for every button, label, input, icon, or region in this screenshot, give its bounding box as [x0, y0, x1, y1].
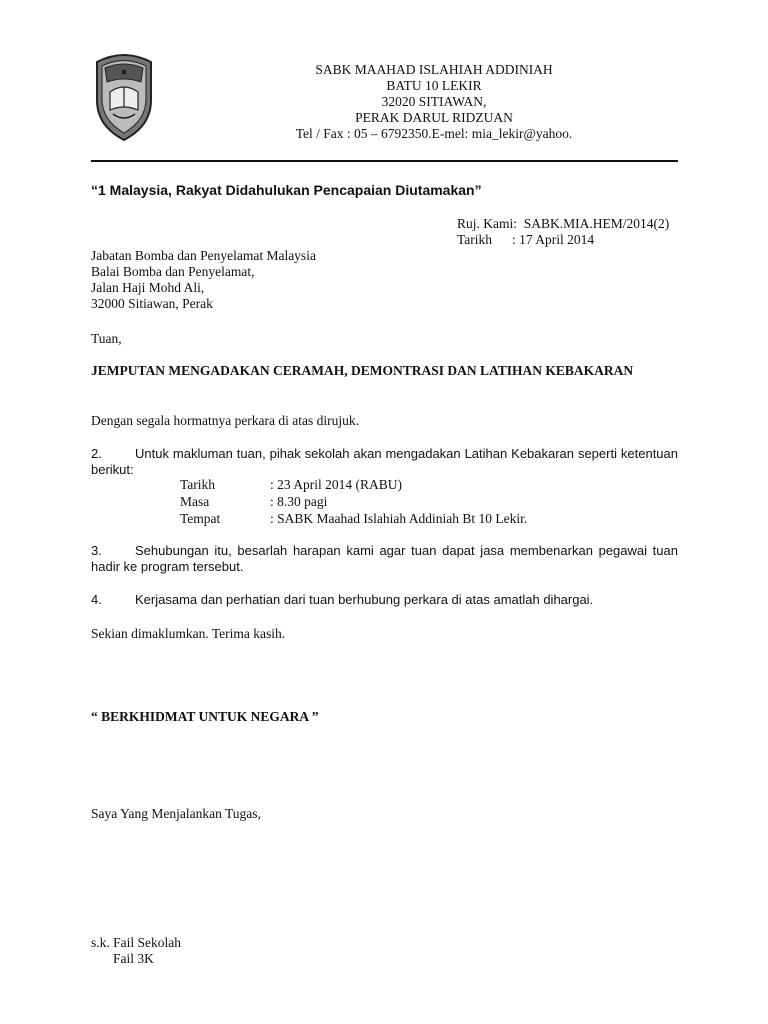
recipient-line: 32000 Sitiawan, Perak [91, 296, 213, 311]
detail-label: Tempat [180, 511, 221, 526]
opening-paragraph: Dengan segala hormatnya perkara di atas dirujuk. [91, 413, 360, 428]
recipient-line: Jabatan Bomba dan Penyelamat Malaysia [91, 248, 316, 263]
date-label: Tarikh [457, 232, 493, 247]
slogan: “ BERKHIDMAT UNTUK NEGARA ” [91, 709, 319, 724]
school-crest-logo [93, 52, 155, 142]
date-line [457, 232, 594, 248]
paragraph-4 [91, 592, 678, 608]
paragraph-number: 2. [91, 446, 102, 461]
motto: “1 Malaysia, Rakyat Didahulukan Pencapaian Diutamakan” [91, 182, 482, 198]
subject-line: JEMPUTAN MENGADAKAN CERAMAH, DEMONTRASI DAN LATIHAN KEBAKARAN [91, 363, 634, 378]
address-line-1: BATU 10 LEKIR [386, 78, 482, 93]
header-divider [91, 160, 678, 162]
paragraph-2 [91, 446, 678, 478]
detail-value: : 23 April 2014 (RABU) [270, 477, 403, 492]
detail-value: : 8.30 pagi [270, 494, 328, 509]
school-name: SABK MAAHAD ISLAHIAH ADDINIAH [315, 62, 553, 77]
address-line-3: PERAK DARUL RIDZUAN [355, 110, 513, 125]
recipient-line: Balai Bomba dan Penyelamat, [91, 264, 255, 279]
paragraph-number: 4. [91, 592, 102, 607]
contact-line: Tel / Fax : 05 – 6792350.E-mel: mia_lekir@yahoo. [295, 126, 573, 141]
cc-line-1: s.k. Fail Sekolah [91, 935, 181, 950]
letterhead [230, 62, 638, 142]
date-value: : 17 April 2014 [512, 232, 595, 247]
detail-label: Tarikh [180, 477, 216, 492]
paragraph-number: 3. [91, 543, 102, 558]
detail-label: Masa [180, 494, 210, 509]
reference-value: SABK.MIA.HEM/2014(2) [523, 216, 670, 231]
paragraph-text: Untuk makluman tuan, pihak sekolah akan mengadakan Latihan Kebakaran seperti ketentuan berikut: [91, 446, 678, 477]
recipient-line: Jalan Haji Mohd Ali, [91, 280, 205, 295]
salutation: Tuan, [91, 331, 122, 346]
closing-line: Sekian dimaklumkan. Terima kasih. [91, 626, 286, 641]
detail-row-place [180, 511, 527, 527]
reference-line [457, 216, 669, 232]
recipient-address [91, 248, 316, 312]
paragraph-text: Kerjasama dan perhatian dari tuan berhubung perkara di atas amatlah dihargai. [135, 592, 594, 607]
paragraph-text: Sehubungan itu, besarlah harapan kami agar tuan dapat jasa membenarkan pegawai tuan hadir ke program tersebut. [91, 543, 678, 574]
detail-row-date [180, 477, 402, 493]
detail-row-time [180, 494, 327, 510]
detail-value: : SABK Maahad Islahiah Addiniah Bt 10 Lekir. [270, 511, 528, 526]
address-line-2: 32020 SITIAWAN, [381, 94, 487, 109]
signoff: Saya Yang Menjalankan Tugas, [91, 806, 261, 821]
reference-label: Ruj. Kami: [457, 216, 517, 231]
cc-line-2: Fail 3K [113, 951, 154, 966]
paragraph-3 [91, 543, 678, 575]
